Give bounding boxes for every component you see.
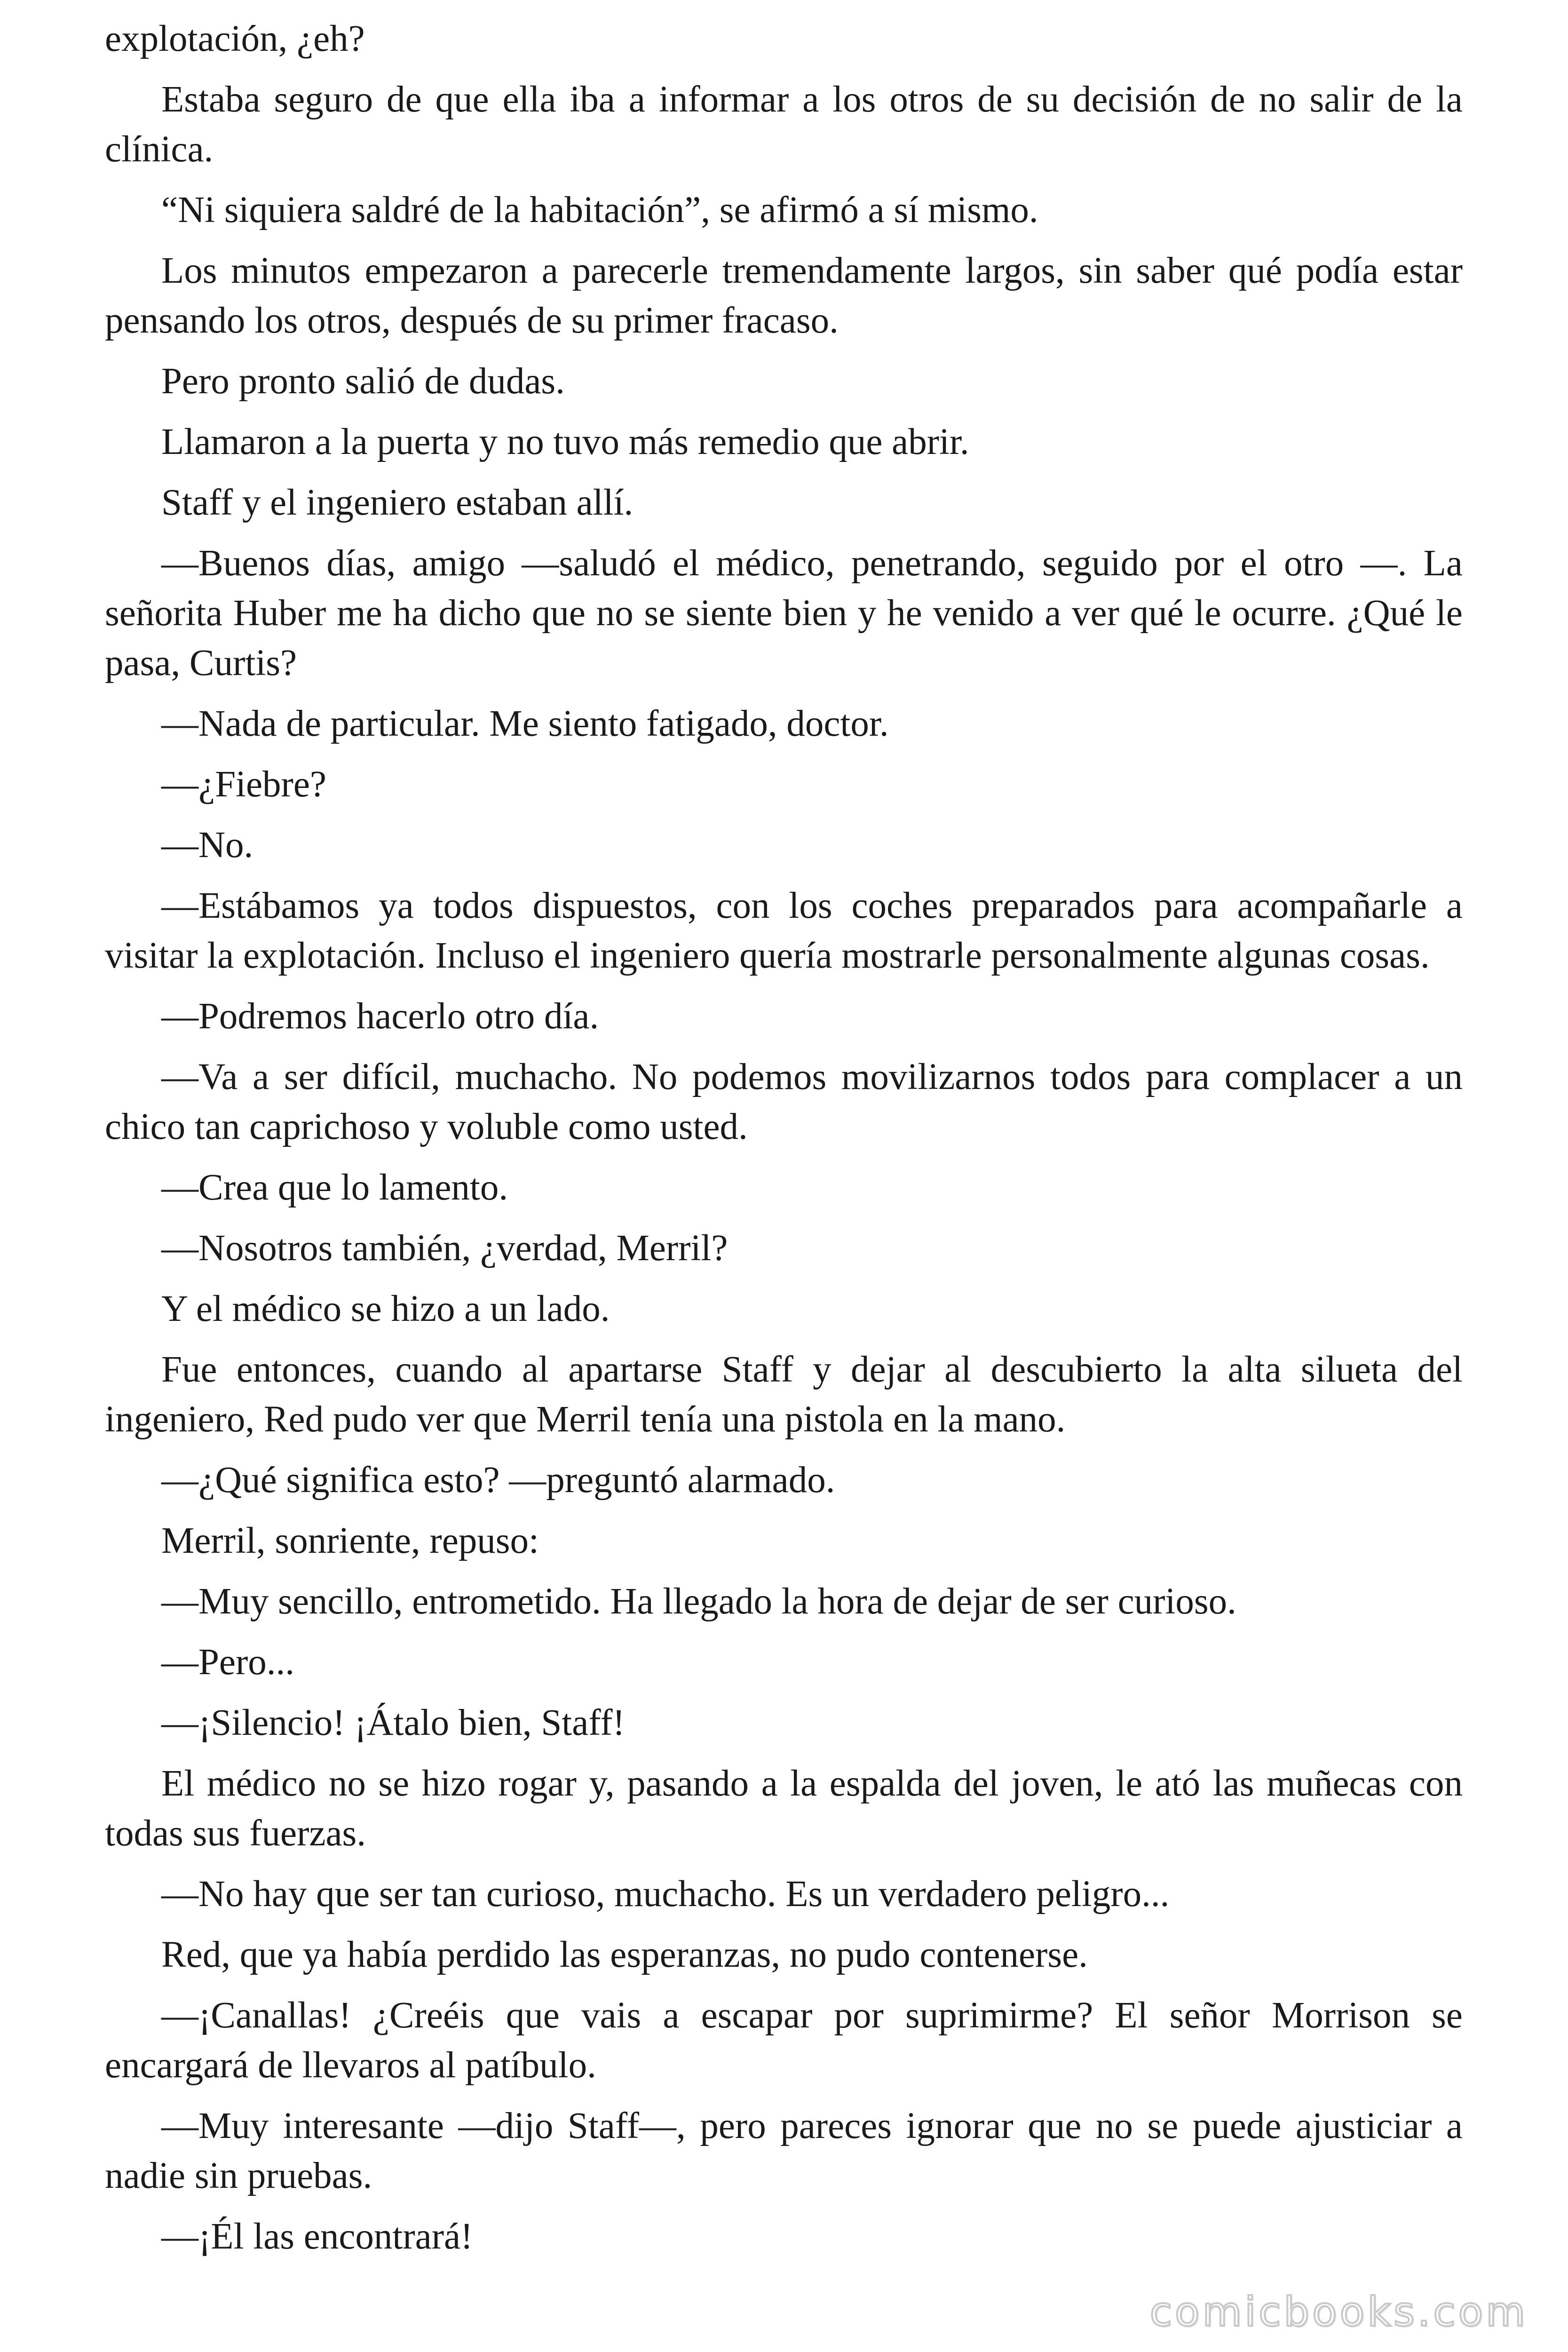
paragraph: Merril, sonriente, repuso: (161, 1520, 539, 1561)
paragraph: Estaba seguro de que ella iba a informar a los otros de su decisión de no salir de la clínica. (105, 79, 1463, 170)
paragraph: —¡Él las encontrará! (161, 2216, 473, 2257)
paragraph: —No. (161, 825, 253, 866)
watermark-text: comicbooks.com (1149, 2288, 1528, 2336)
paragraph: —No hay que ser tan curioso, muchacho. Es un verdadero peligro... (161, 1874, 1170, 1915)
paragraph: El médico no se hizo rogar y, pasando a la espalda del joven, le ató las muñecas con todas sus fuerzas. (105, 1763, 1463, 1854)
paragraph: —Muy sencillo, entrometido. Ha llegado la hora de dejar de ser curioso. (161, 1581, 1236, 1622)
paragraph: explotación, ¿eh? (105, 18, 365, 59)
paragraph: Llamaron a la puerta y no tuvo más remedio que abrir. (161, 421, 969, 462)
paragraph: Fue entonces, cuando al apartarse Staff y dejar al descubierto la alta silueta del ingeniero, Red pudo ver que Merril tenía una pistola en la mano. (105, 1349, 1463, 1440)
paragraph: “Ni siquiera saldré de la habitación”, se afirmó a sí mismo. (161, 190, 1038, 230)
paragraph: —Crea que lo lamento. (161, 1167, 508, 1208)
paragraph: —¿Qué significa esto? —preguntó alarmado. (161, 1460, 835, 1501)
paragraph: —¡Silencio! ¡Átalo bien, Staff! (161, 1702, 625, 1743)
paragraph: —Muy interesante —dijo Staff—, pero pareces ignorar que no se puede ajusticiar a nadie sin pruebas. (105, 2106, 1463, 2196)
paragraph: Red, que ya había perdido las esperanzas, no pudo contenerse. (161, 1934, 1088, 1975)
paragraph: —Podremos hacerlo otro día. (161, 996, 599, 1037)
paragraph: —¿Fiebre? (161, 764, 326, 805)
paragraph: Pero pronto salió de dudas. (161, 361, 565, 402)
paragraph: —¡Canallas! ¿Creéis que vais a escapar por suprimirme? El señor Morrison se encargará de llevaros al patíbulo. (105, 1995, 1463, 2086)
paragraph: —Nosotros también, ¿verdad, Merril? (161, 1228, 728, 1269)
paragraph: —Pero... (161, 1642, 295, 1683)
paragraph: —Estábamos ya todos dispuestos, con los coches preparados para acompañarle a visitar la explotación. Incluso el ingeniero quería mostrarle personalmente algunas cosas. (105, 885, 1463, 976)
paragraph: Y el médico se hizo a un lado. (161, 1288, 610, 1329)
book-page-text (105, 14, 1463, 2273)
paragraph: —Nada de particular. Me siento fatigado, doctor. (161, 703, 889, 744)
paragraph: Staff y el ingeniero estaban allí. (161, 482, 634, 523)
paragraph: —Va a ser difícil, muchacho. No podemos movilizarnos todos para complacer a un chico tan caprichoso y voluble como usted. (105, 1057, 1463, 1147)
paragraph: —Buenos días, amigo —saludó el médico, penetrando, seguido por el otro —. La señorita Huber me ha dicho que no se siente bien y he venido a ver qué le ocurre. ¿Qué le pasa, Curtis? (105, 543, 1463, 683)
paragraph: Los minutos empezaron a parecerle tremendamente largos, sin saber qué podía estar pensando los otros, después de su primer fracaso. (105, 250, 1463, 341)
